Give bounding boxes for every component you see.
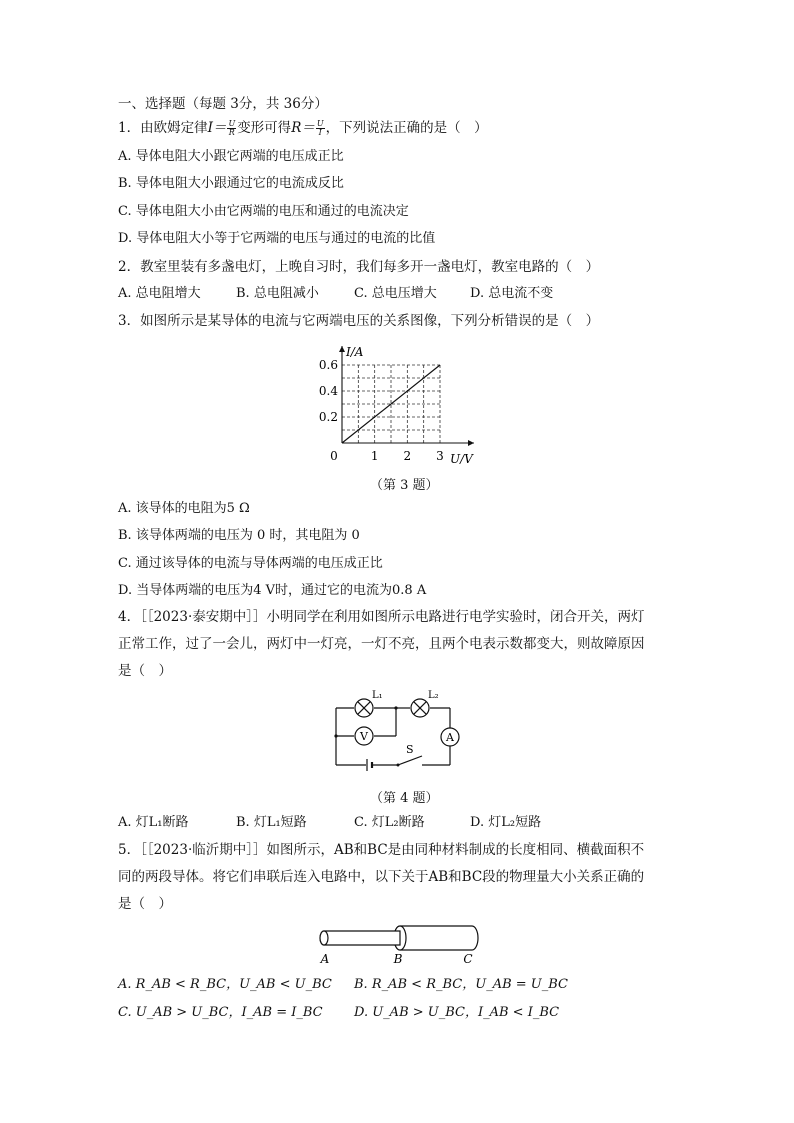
q1-fraction2: $\frac{U}{I}$ (316, 119, 324, 137)
q2-option-b: B. 总电阻减小 (236, 286, 319, 301)
y-tick-label: 0.4 (318, 384, 338, 398)
q2-option-a: A. 总电阻增大 (118, 286, 201, 301)
chart-axes (339, 346, 474, 446)
q3-caption: （第 3 题） (370, 478, 439, 493)
q4-option-c: C. 灯L₂断路 (354, 815, 425, 830)
switch-label: S (406, 743, 414, 756)
x-axis-arrow (468, 440, 474, 446)
l2-label: L₂ (428, 690, 439, 701)
q5-conductor-diagram (312, 918, 484, 968)
voltmeter-label: V (360, 730, 368, 743)
q3-option-c: C. 通过该导体的电流与导体两端的电压成正比 (118, 556, 383, 571)
y-axis-label: I/A (346, 345, 364, 359)
q3-option-a: A. 该导体的电阻为5 Ω (118, 501, 250, 516)
lamp-l2 (411, 699, 429, 717)
q1-stem-post: ，下列说法正确的是（ ） (325, 120, 488, 136)
x-tick-label: 2 (403, 449, 412, 463)
q3-chart (300, 338, 490, 468)
q1-stem (118, 119, 488, 137)
q1-mid: 变形可得 (237, 120, 292, 136)
q5-stem-line1: 5．［［2023·临沂期中］］如图所示，AB和BC是由同种材料制成的长度相同、横截面积不 (118, 842, 645, 858)
lamp-l1 (355, 699, 373, 717)
q4-stem-line3: 是（ ） (118, 663, 172, 679)
q1-option-d: D. 导体电阻大小等于它两端的电压与通过的电流的比值 (118, 231, 436, 246)
q4-stem-line1: 4．［［2023·泰安期中］］小明同学在利用如图所示电路进行电学实验时，闭合开关，两灯 (118, 609, 645, 625)
q5-stem-line3: 是（ ） (118, 896, 172, 912)
y-tick-label: 0.6 (318, 358, 338, 372)
label-a: A (320, 952, 330, 966)
q5-stem-line2: 同的两段导体。将它们串联后连入电路中，以下关于AB和BC段的物理量大小关系正确的 (118, 869, 645, 885)
q1-fraction1: $\frac{U}{R}$ (228, 119, 236, 137)
switch (397, 764, 400, 767)
q2-option-d: D. 总电流不变 (470, 286, 554, 301)
q4-caption: （第 4 题） (370, 791, 439, 806)
q1-option-c: C. 导体电阻大小由它两端的电压和通过的电流决定 (118, 204, 409, 219)
q5-option-a: A. R_AB < R_BC，U_AB < U_BC (118, 977, 332, 992)
l1-label: L₁ (372, 690, 383, 701)
q1-option-b: B. 导体电阻大小跟通过它的电流成反比 (118, 176, 344, 191)
x-tick-label: 0 (330, 449, 338, 463)
x-axis-label: U/V (450, 452, 473, 466)
x-tick-label: 3 (436, 449, 444, 463)
label-b: B (393, 952, 403, 966)
q4-option-a: A. 灯L₁断路 (118, 815, 189, 830)
y-tick-label: 0.2 (318, 410, 338, 424)
x-tick-label: 1 (370, 449, 379, 463)
label-c: C (463, 952, 473, 966)
q5-option-b: B. R_AB < R_BC，U_AB = U_BC (354, 977, 568, 992)
q5-option-c: C. U_AB > U_BC，I_AB = I_BC (118, 1005, 323, 1020)
y-axis-arrow (339, 346, 345, 352)
q3-stem: 3．如图所示是某导体的电流与它两端电压的关系图像，下列分析错误的是（ ） (118, 313, 600, 329)
q2-option-c: C. 总电压增大 (354, 286, 437, 301)
q4-option-d: D. 灯L₂短路 (470, 815, 542, 830)
q1-formula2: R＝ (291, 120, 315, 136)
q3-option-b: B. 该导体两端的电压为 0 时，其电阻为 0 (118, 528, 360, 543)
q4-option-b: B. 灯L₁短路 (236, 815, 307, 830)
q4-circuit-diagram (330, 688, 465, 776)
q5-option-d: D. U_AB > U_BC，I_AB < I_BC (354, 1005, 560, 1020)
q1-stem-pre: 1．由欧姆定律 (118, 120, 208, 136)
section-title: 一、选择题（每题 3分，共 36分） (118, 96, 328, 112)
battery (367, 759, 372, 771)
ammeter-label: A (446, 731, 454, 744)
q2-stem: 2．教室里装有多盏电灯，上晚自习时，我们每多开一盏电灯，教室电路的（ ） (118, 259, 600, 275)
q1-option-a: A. 导体电阻大小跟它两端的电压成正比 (118, 149, 344, 164)
q4-stem-line2: 正常工作，过了一会儿，两灯中一灯亮，一灯不亮，且两个电表示数都变大，则故障原因 (118, 636, 645, 652)
q1-formula1: I＝ (207, 120, 227, 136)
q3-option-d: D. 当导体两端的电压为4 V时，通过它的电流为0.8 A (118, 583, 427, 598)
